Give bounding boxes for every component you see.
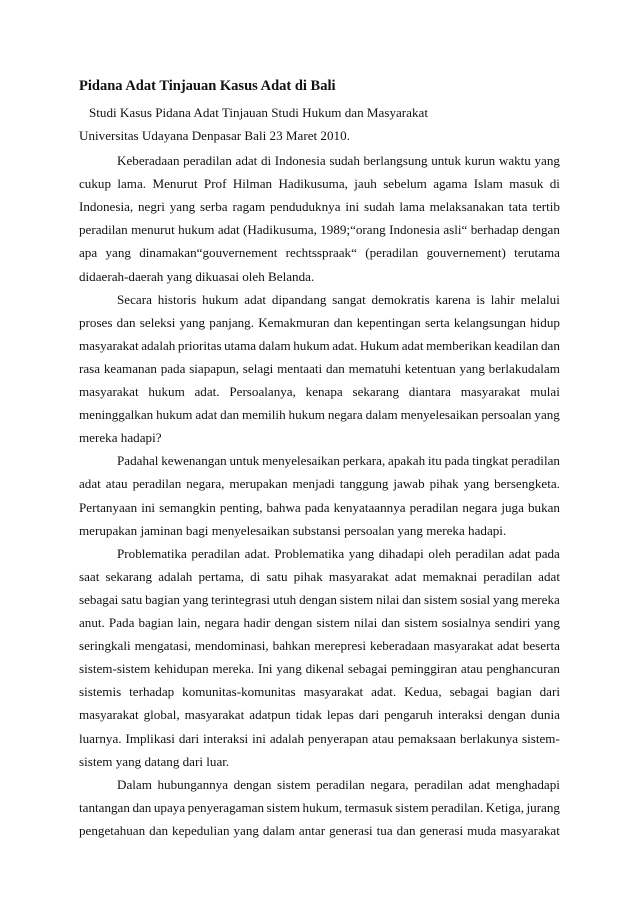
body-line: meninggalkan hukum adat dan memilih hukum negara dalam menyelesaikan persoalan yang — [79, 407, 560, 423]
body-line: Keberadaan peradilan adat di Indonesia sudah berlangsung untuk kurun waktu yang — [117, 153, 560, 168]
document-subtitle: Studi Kasus Pidana Adat Tinjauan Studi Hukum dan Masyarakat — [89, 105, 428, 120]
body-line: sistem yang datang dari luar. — [79, 753, 230, 769]
body-line: adat atau peradilan negara, merupakan menjadi tanggung jawab pihak yang bersengketa. — [79, 476, 560, 492]
body-line: seringkali mengatasi, mendominasi, bahkan merepresi keberadaan masyarakat adat beserta — [79, 638, 560, 654]
body-line: masyarakat adalah prioritas utama dalam hukum adat. Hukum adat memberikan keadilan dan — [79, 337, 560, 353]
body-line: mereka hadapi? — [79, 430, 162, 446]
body-line: peradilan menurut hukum adat (Hadikusuma, 1989;“orang Indonesia asli“ berhadap dengan — [79, 222, 560, 238]
body-line: saat sekarang adalah pertama, di satu pihak masyarakat adat memaknai peradilan adat — [79, 568, 560, 584]
document-affiliation: Universitas Udayana Denpasar Bali 23 Maret 2010. — [79, 128, 350, 143]
body-line: cukup lama. Menurut Prof Hilman Hadikusuma, jauh sebelum agama Islam masuk di — [79, 176, 560, 192]
body-line: Indonesia, negri yang serba ragam penduduknya ini sudah lama melaksanakan tata tertib — [79, 199, 560, 215]
body-line: masyarakat global, masyarakat adatpun tidak lepas dari pengaruh interaksi dengan dunia — [79, 707, 560, 723]
body-line: luarnya. Implikasi dari interaksi ini adalah penyerapan atau pemaksaan berlakunya sistem- — [79, 730, 560, 746]
body-line: Secara historis hukum adat dipandang sangat demokratis karena is lahir melalui — [117, 291, 560, 307]
body-line: sistemis terhadap komunitas-komunitas masyarakat adat. Kedua, sebagai bagian dari — [79, 684, 560, 700]
body-line: Pertanyaan ini semangkin penting, bahwa pada kenyataannya peradilan negara juga bukan — [79, 499, 560, 515]
body-line: pengetahuan dan kepedulian yang dalam antar generasi tua dan generasi muda masyarakat — [79, 822, 560, 838]
body-line: anut. Pada bagian lain, negara hadir dengan sistem nilai dan sistem sosialnya sendiri yang — [79, 615, 560, 630]
body-line: Padahal kewenangan untuk menyelesaikan perkara, apakah itu pada tingkat peradilan — [117, 453, 560, 469]
body-line: Problematika peradilan adat. Problematika yang dihadapi oleh peradilan adat pada — [117, 545, 560, 561]
body-line: masyarakat hukum adat. Persoalanya, kenapa sekarang diantara masyarakat mulai — [79, 384, 560, 399]
body-line: merupakan jaminan bagi menyelesaikan substansi persoalan yang mereka hadapi. — [79, 522, 507, 538]
body-line: Dalam hubungannya dengan sistem peradilan negara, peradilan adat menghadapi — [117, 776, 560, 792]
body-line: apa yang dinamakan“gouvernement rechtsspraak“ (peradilan gouvernement) terutama — [79, 245, 560, 261]
body-line: rasa keamanan pada siapapun, selagi mentaati dan mematuhi ketentuan yang berlakudalam — [79, 360, 560, 376]
body-line: sebagai satu bagian yang terintegrasi utuh dengan sistem nilai dan sistem sosial yang mereka — [79, 591, 560, 607]
body-line: proses dan seleksi yang panjang. Kemakmuran dan kepentingan serta kelangsungan hidup — [79, 314, 560, 330]
body-line: didaerah-daerah yang dikuasai oleh Belanda. — [79, 268, 315, 284]
document-title: Pidana Adat Tinjauan Kasus Adat di Bali — [79, 78, 336, 94]
body-line: sistem-sistem kehidupan mereka. Ini yang dikenal sebagai peminggiran atau penghancuran — [79, 661, 560, 677]
body-line: tantangan dan upaya penyeragaman sistem hukum, termasuk sistem peradilan. Ketiga, jurang — [79, 799, 560, 815]
